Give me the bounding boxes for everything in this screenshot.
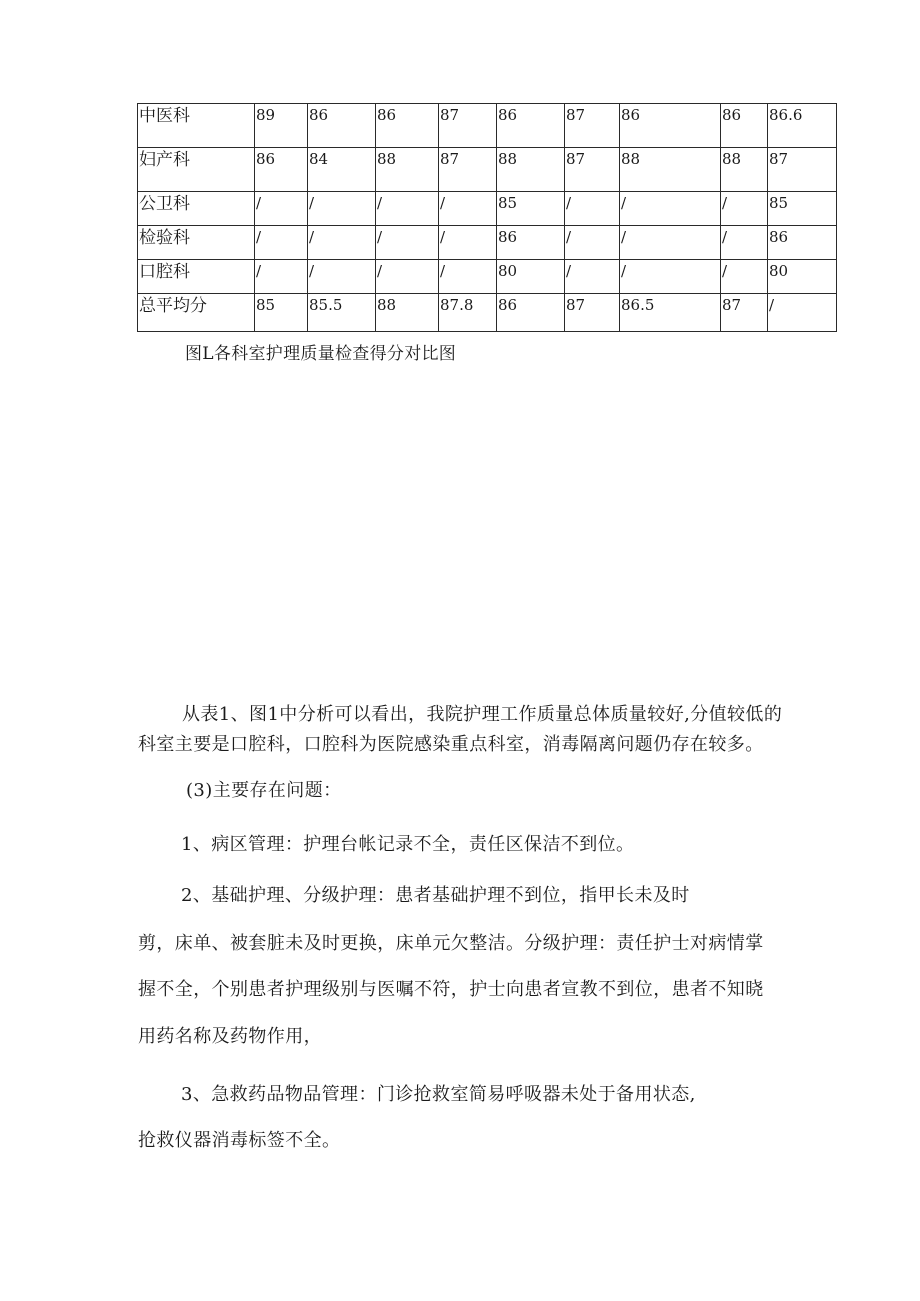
score-cell: 85 [497,192,565,226]
table-row [138,192,837,226]
score-cell: / [255,260,308,294]
score-cell: / [565,260,620,294]
score-cell: 86 [308,104,376,148]
score-cell: 88 [376,148,439,192]
table-row [138,104,837,148]
problem-item-3-line-1: 3、急救药品物品管理：门诊抢救室简易呼吸器未处于备用状态, [181,1084,696,1105]
analysis-line-1: 从表1、图1中分析可以看出，我院护理工作质量总体质量较好,分值较低的 [182,704,783,725]
problem-item-3-line-2: 抢救仪器消毒标签不全。 [138,1130,341,1151]
score-cell: 86 [376,104,439,148]
problems-heading: (3)主要存在问题： [186,780,342,801]
figure-caption: 图L各科室护理质量检查得分对比图 [185,344,457,364]
table-row [138,148,837,192]
score-cell: / [768,294,837,332]
problem-item-1: 1、病区管理：护理台帐记录不全，责任区保洁不到位。 [181,834,635,855]
score-cell: 86 [721,104,768,148]
score-cell: 85 [255,294,308,332]
problem-item-2-line-1: 2、基础护理、分级护理：患者基础护理不到位，指甲长未及时 [181,885,690,906]
score-cell: 87 [768,148,837,192]
score-cell: / [255,226,308,260]
score-cell: 88 [376,294,439,332]
score-cell: 86 [620,104,721,148]
score-cell: / [376,226,439,260]
score-cell: 86 [497,104,565,148]
score-cell: 85.5 [308,294,376,332]
score-cell: / [308,260,376,294]
score-cell: / [620,192,721,226]
score-cell: 86.5 [620,294,721,332]
score-cell: / [376,260,439,294]
score-cell: 86 [497,294,565,332]
score-cell: / [308,226,376,260]
score-cell: / [439,226,497,260]
score-cell: / [376,192,439,226]
department-cell: 妇产科 [138,148,255,192]
department-cell: 总平均分 [138,294,255,332]
score-cell: 84 [308,148,376,192]
score-cell: / [620,226,721,260]
score-cell: / [439,260,497,294]
score-cell: 80 [768,260,837,294]
score-cell: / [565,192,620,226]
score-cell: / [439,192,497,226]
score-cell: 85 [768,192,837,226]
score-cell: 87 [721,294,768,332]
score-cell: 87 [439,104,497,148]
score-table [137,103,837,332]
table-body [138,104,837,332]
score-cell: 86 [255,148,308,192]
score-cell: / [308,192,376,226]
score-cell: 80 [497,260,565,294]
score-cell: 87 [565,148,620,192]
score-cell: 87 [565,294,620,332]
score-cell: 88 [620,148,721,192]
score-cell: 86 [497,226,565,260]
score-cell: / [620,260,721,294]
problem-item-2-line-4: 用药名称及药物作用， [138,1026,322,1047]
department-cell: 中医科 [138,104,255,148]
score-cell: 87 [439,148,497,192]
analysis-line-2: 科室主要是口腔科，口腔科为医院感染重点科室，消毒隔离问题仍存在较多。 [138,734,764,755]
score-cell: 88 [721,148,768,192]
score-cell: / [565,226,620,260]
score-cell: / [721,226,768,260]
score-cell: / [255,192,308,226]
score-cell: 86 [768,226,837,260]
score-cell: 87 [565,104,620,148]
table-row [138,294,837,332]
score-cell: 87.8 [439,294,497,332]
department-cell: 口腔科 [138,260,255,294]
score-cell: 86.6 [768,104,837,148]
problem-item-2-line-2: 剪，床单、被套脏未及时更换，床单元欠整洁。分级护理：责任护士对病情掌 [138,933,764,954]
department-cell: 公卫科 [138,192,255,226]
score-cell: / [721,260,768,294]
table-row [138,226,837,260]
problem-item-2-line-3: 握不全，个别患者护理级别与医嘱不符，护士向患者宣教不到位，患者不知晓 [138,979,764,1000]
table-row [138,260,837,294]
department-cell: 检验科 [138,226,255,260]
score-cell: 88 [497,148,565,192]
score-cell: / [721,192,768,226]
score-cell: 89 [255,104,308,148]
